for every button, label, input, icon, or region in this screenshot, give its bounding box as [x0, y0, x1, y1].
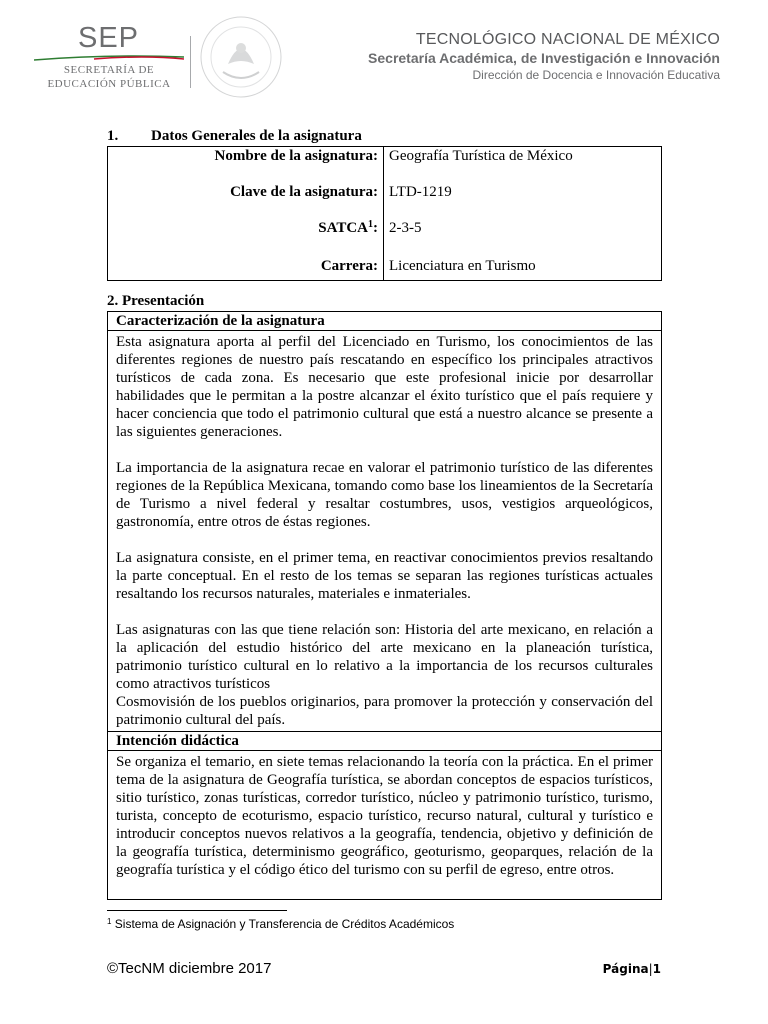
intent-title: Intención didáctica — [108, 731, 661, 751]
sep-logo — [34, 22, 184, 92]
secretariat-name: Secretaría Académica, de Investigación e Innovación — [368, 50, 720, 66]
table-row — [108, 216, 662, 254]
sep-subtitle-line1: SECRETARÍA DE — [63, 64, 155, 76]
section2-heading: 2. Presentación — [107, 293, 205, 309]
table-row — [108, 147, 662, 181]
characterization-title: Caracterización de la asignatura — [108, 312, 661, 331]
career-value: Licenciatura en Turismo — [384, 254, 662, 281]
career-label: Carrera: — [108, 254, 384, 281]
footnote-rule — [107, 910, 287, 911]
paragraph: La importancia de la asignatura recae en valorar el patrimonio turístico de las diferentes regiones de la República Mexicana, tomando como base los lineamientos de la Secretaría de Turismo a nivel federal y resaltar costumbres, usos, vestigios arqueológicos, gastronomía, entre otros de éstas regiones. — [116, 460, 653, 530]
paragraph: Esta asignatura aporta al perfil del Licenciado en Turismo, los conocimientos de las diferentes regiones de nuestro país rescatando en específico los principales atractivos turísticos de cada zona. Es necesario que este profesional inicie por desarrollar habilidades que le permitan a la postre alcanzar el éxito turístico que el país requiere y hacer conciencia que todo el patrimonio cultural que está a nuestro alcance se presente a las siguientes generaciones. — [116, 334, 653, 440]
section1-title: Datos Generales de la asignatura — [151, 128, 362, 144]
subject-code-label: Clave de la asignatura: — [108, 180, 384, 216]
general-data-table — [107, 146, 662, 281]
characterization-body — [108, 331, 661, 731]
footnote — [107, 917, 454, 931]
satca-label: SATCA$^1$: — [108, 216, 384, 254]
mexican-coat-of-arms-icon — [198, 14, 284, 100]
sep-logo-text: SEP — [78, 22, 140, 54]
satca-value: 2-3-5 — [384, 216, 662, 254]
intent-body: Se organiza el temario, en siete temas relacionando la teoría con la práctica. En el primer tema de la asignatura de Geografía turística, se abordan conceptos de espacios turísticos, sitio turístico, zonas turísticas, corredor turístico, núcleo y patrimonio turístico, turismo, turista, concepto de ecoturismo, espacio turístico, recurso natural, cultural y turístico e introducir conceptos nuevos relativos a la geografía, tendencia, objetivo y definición de la geografía turística, determinismo geográfico, geoturismo, geoparques, relación de la geografía turística y el código ético del turismo con su perfil de egreso, entre otros. — [116, 754, 653, 878]
table-row — [108, 180, 662, 216]
sep-flag-swoosh-icon — [34, 54, 184, 62]
paragraph: Cosmovisión de los pueblos originarios, para promover la protección y conservación del patrimonio cultural del país. — [116, 694, 653, 728]
presentation-box — [107, 311, 662, 900]
paragraph: La asignatura consiste, en el primer tema, en reactivar conocimientos previos resaltando la parte conceptual. En el resto de los temas se separan las regiones turísticas actuales resaltando los recursos naturales, materiales e inmateriales. — [116, 550, 653, 602]
sep-subtitle-line2: EDUCACIÓN PÚBLICA — [47, 78, 171, 90]
footnote-ref: 1 — [368, 219, 373, 230]
footnote-text: Sistema de Asignación y Transferencia de Créditos Académicos — [111, 917, 455, 931]
subject-name-label: Nombre de la asignatura: — [108, 147, 384, 181]
section1-heading — [107, 128, 362, 145]
table-row — [108, 254, 662, 281]
page-number: Página|1 — [602, 962, 661, 976]
section1-number: 1. — [107, 128, 119, 144]
footnote-mark: 1 — [107, 917, 112, 926]
direction-name: Dirección de Docencia e Innovación Educativa — [472, 68, 720, 82]
subject-name-value: Geografía Turística de México — [384, 147, 662, 181]
header-divider — [190, 36, 191, 88]
paragraph: Las asignaturas con las que tiene relación son: Historia del arte mexicano, en relación a la aplicación del estudio histórico del arte mexicano en la planeación turística, patrimonio turístico cultural en lo relativo a la importancia de los recursos culturales como atractivos turísticos — [116, 622, 653, 692]
copyright: ©TecNM diciembre 2017 — [107, 960, 272, 977]
institution-name: TECNOLÓGICO NACIONAL DE MÉXICO — [415, 31, 720, 48]
subject-code-value: LTD-1219 — [384, 180, 662, 216]
